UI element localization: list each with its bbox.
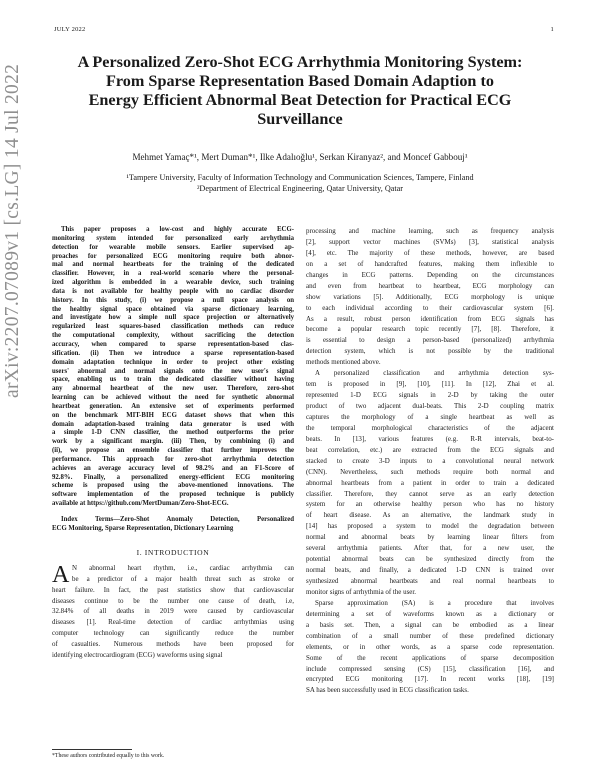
abstract-line: a simple 1-D CNN classifier, the method outperforms the prior: [52, 429, 294, 437]
abstract-line: the computational complexity, without sacrificing the detection: [52, 332, 294, 340]
body-line: detection system, which is not possible by the traditional: [306, 347, 554, 356]
abstract-line: detection for wearable mobile sensors. Earlier supervised ap-: [52, 243, 294, 251]
intro-line: 32.84% of all deaths in 2019 were caused by cardiovascular: [52, 607, 294, 616]
body-line: several arrhythmia patients. After that, for a new user, the: [306, 544, 554, 553]
index-terms-line: ECG Monitoring, Sparse Representation, Dictionary Learning: [52, 524, 234, 532]
body-line: As a result, robust person identification from ECG signals has: [306, 314, 554, 323]
body-line: tem is proposed in [9], [10], [11]. In [12], Zhai et al.: [306, 380, 554, 389]
abstract-line: users' abnormal and normal signals onto the new user's signal: [52, 367, 294, 375]
abstract-line: space, enabling us to train the dedicated classifier without having: [52, 376, 294, 384]
body-line: encrypted ECG monitoring [17]. In recent works [18], [19]: [306, 675, 554, 684]
abstract-line: data is not available for healthy people with no cardiac disorder: [52, 287, 294, 295]
abstract: [52, 226, 294, 509]
author-list: Mehmet Yamaç*¹, Mert Duman*¹, Ilke Adalıoğlu¹, Serkan Kiranyaz², and Moncef Gabbouj¹: [132, 152, 468, 162]
intro-line: N abnormal heart rhythm, i.e., cardiac arrhythmia can: [72, 563, 294, 572]
abstract-line: proaches for personalized ECG monitoring require both abnor-: [52, 252, 294, 260]
right-column: [306, 226, 554, 696]
abstract-line: classifier. However, in a real-world scenario where the personal-: [52, 270, 294, 278]
footnote-rule: [52, 749, 132, 750]
affiliations: [40, 172, 560, 194]
abstract-line: mal and normal heartbeats for the training of the dedicated: [52, 261, 294, 269]
body-line: classifier. Therefore, they cannot serve as an early detection: [306, 489, 554, 498]
index-terms-line: Index Terms—Zero-Shot Anomaly Detection, Personalized: [61, 516, 294, 523]
body-line: synthesized abnormal heartbeats and real normal heartbeats to: [306, 577, 554, 585]
abstract-line: on the benchmark MIT-BIH ECG dataset shows that when this: [52, 411, 294, 419]
abstract-line: heartbeat generation. An extensive set of experiments performed: [52, 402, 294, 410]
intro-line: diseases continue to be the number one cause of death, i.e,: [52, 596, 294, 605]
body-line: captures the morphology of a single heartbeat as well as: [306, 412, 554, 421]
abstract-line: the healthy signal space obtained via sparse dictionary learning,: [52, 305, 294, 313]
intro-line: computer technology can significantly reduce the number: [52, 629, 294, 638]
drop-cap: A: [52, 561, 70, 588]
abstract-line: domain adaptation-based training data generator is used with: [52, 420, 294, 428]
body-line: stacked to create 3-D inputs to a convolutional neural network: [306, 456, 554, 465]
title-line: A Personalized Zero-Shot ECG Arrhythmia Monitoring System:: [77, 53, 523, 71]
abstract-line: and investigate how a simple null space projection or alternatively: [52, 314, 294, 322]
introduction-paragraph: [52, 563, 294, 661]
abstract-line: history. In this study, (i) we propose a null space analysis on: [52, 296, 294, 304]
body-line: normal beats, and finally, a dedicated 1-D CNN is trained over: [306, 566, 554, 575]
body-line: show variations [5]. Additionally, ECG morphology is unique: [306, 292, 554, 301]
abstract-line: achieves an average accuracy level of 98.2% and an F1-Score of: [52, 464, 294, 472]
abstract-line: learning can be achieved without the need for synthetic abnormal: [52, 394, 294, 402]
intro-line: heart failure. In fact, the past statistics show that cardiovascular: [52, 585, 294, 594]
body-line: product of two adjacent dual-beats. This 2-D coupling matrix: [306, 402, 554, 410]
intro-line: identifying electrocardiogram (ECG) waveforms using signal: [52, 651, 223, 660]
running-header-date: JULY 2022: [54, 26, 86, 33]
abstract-line: software implementation of the proposed technique is publicly: [52, 491, 294, 499]
body-line: methods mentioned above.: [306, 358, 381, 367]
body-line: of heart disease. As an alternative, the landmark study in: [306, 511, 554, 520]
body-line: Some of the recent applications of sparse decomposition: [306, 653, 554, 662]
body-line: changes in ECG patterns. Depending on the circumstances: [306, 270, 554, 279]
intro-line: be a predictor of a major health threat such as stroke or: [72, 574, 294, 583]
title-line: From Sparse Representation Based Domain Adaption to: [106, 72, 494, 90]
body-line: (CNN). Nevertheless, such methods require both normal and: [306, 467, 554, 476]
body-line: Sparse approximation (SA) is a procedure that involves: [315, 598, 554, 607]
arxiv-watermark: arXiv:2207.07089v1 [cs.LG] 14 Jul 2022: [2, 63, 23, 398]
body-line: SA has been successfully used in ECG classification tasks.: [306, 686, 469, 695]
abstract-line: performance. This approach for zero-shot arrhythmia detection: [52, 455, 294, 463]
body-line: is essential to design a person-based (personalized) arrhythmia: [306, 336, 554, 345]
abstract-line: accuracy, when compared to sparse representation-based clas-: [52, 340, 294, 348]
affiliation-line: ¹Tampere University, Faculty of Information Technology and Communication Sciences, Tampere, Finland: [126, 173, 474, 182]
body-line: normal and abnormal beats by learning linear filters from: [306, 533, 554, 542]
body-line: abnormal heartbeats from a patient in order to train a dedicated: [306, 478, 554, 487]
abstract-line: monitoring system intended for personalized early arrhythmia: [52, 234, 294, 242]
abstract-line: This paper proposes a low-cost and highly accurate ECG-: [61, 226, 294, 233]
body-line: include compressed sensing (CS) [15], classification [16], and: [306, 664, 554, 673]
intro-line: diseases [1]. Real-time detection of cardiac arrhythmias using: [52, 618, 294, 627]
abstract-line: (ii), we propose an ensemble classifier that further improves the: [52, 447, 294, 455]
body-line: beat correlation, etc.) are extracted from the ECG signals and: [306, 445, 554, 454]
footnote-text: *These authors contributed equally to this work.: [52, 753, 165, 759]
paper-title: [40, 53, 560, 129]
page-number: 1: [550, 26, 554, 33]
left-column: [52, 226, 294, 661]
body-line: determining a set of waveforms known as a dictionary or: [306, 609, 554, 618]
body-line: become a popular research topic recently [7], [8]. Therefore, it: [306, 325, 554, 334]
title-line: Surveillance: [257, 110, 343, 128]
body-line: the temporal morphological characteristics of the adjacent: [306, 423, 554, 432]
abstract-line: domain adaptation technique in order to project other existing: [52, 358, 294, 366]
body-line: processing and machine learning, such as frequency analysis: [306, 227, 554, 235]
body-line: potential abnormal beats can be synthesized directly from the: [306, 555, 554, 564]
body-line: on a set of handcrafted features, making them inflexible to: [306, 259, 554, 268]
footnote-block: [52, 749, 294, 759]
body-line: combination of a small number of these predefined dictionary: [306, 631, 554, 640]
affiliation-line: ²Department of Electrical Engineering, Qatar University, Qatar: [196, 184, 404, 193]
body-line: elements, or in other words, as a sparse code representation.: [306, 642, 554, 651]
body-line: [14] has proposed a system to model the degradation between: [306, 522, 554, 531]
body-line: represented 1-D ECG signals in 2-D by taking the outer: [306, 391, 554, 400]
abstract-line: 92.8%. Finally, a personalized energy-efficient ECG monitoring: [52, 473, 294, 481]
abstract-line: regularized least squares-based classification methods can reduce: [52, 323, 294, 331]
abstract-line: scheme is proposed using the above-mentioned innovations. The: [52, 482, 294, 490]
body-line: [2], support vector machines (SVMs) [3], statistical analysis: [306, 237, 554, 246]
body-line: system for an otherwise healthy person who has no history: [306, 500, 554, 509]
index-terms: [52, 516, 294, 534]
body-line: beats. In [13], various features (e.g. R-R intervals, beat-to-: [306, 434, 554, 443]
abstract-line: available at https://github.com/MertDuman/Zero-Shot-ECG.: [52, 500, 229, 508]
body-line: and even from heartbeat to heartbeat, ECG morphology can: [306, 281, 554, 290]
abstract-line: work by a significant margin. (iii) Then, by combining (i) and: [52, 438, 294, 446]
abstract-line: ized algorithm is embedded in a wearable device, such training: [52, 279, 294, 287]
body-line: to each individual according to their cardiovascular system [6].: [306, 303, 554, 312]
body-line: monitor signs of arrhythmia of the user.: [306, 587, 417, 596]
body-line: a basis set. Then, a signal can be embodied as a linear: [306, 620, 554, 629]
title-line: Energy Efficient Abnormal Beat Detection for Practical ECG: [88, 91, 512, 109]
body-line: [4], etc. The majority of these methods, however, are based: [306, 248, 554, 257]
intro-line: of casualties. Numerous methods have been proposed for: [52, 640, 294, 649]
body-line: A personalized classification and arrhythmia detection sys-: [315, 369, 554, 378]
abstract-line: sification. (ii) Then we introduce a sparse representation-based: [52, 349, 294, 357]
abstract-line: any abnormal heartbeat of the new user. Therefore, zero-shot: [52, 385, 294, 393]
section-heading-introduction: I. INTRODUCTION: [136, 547, 210, 557]
